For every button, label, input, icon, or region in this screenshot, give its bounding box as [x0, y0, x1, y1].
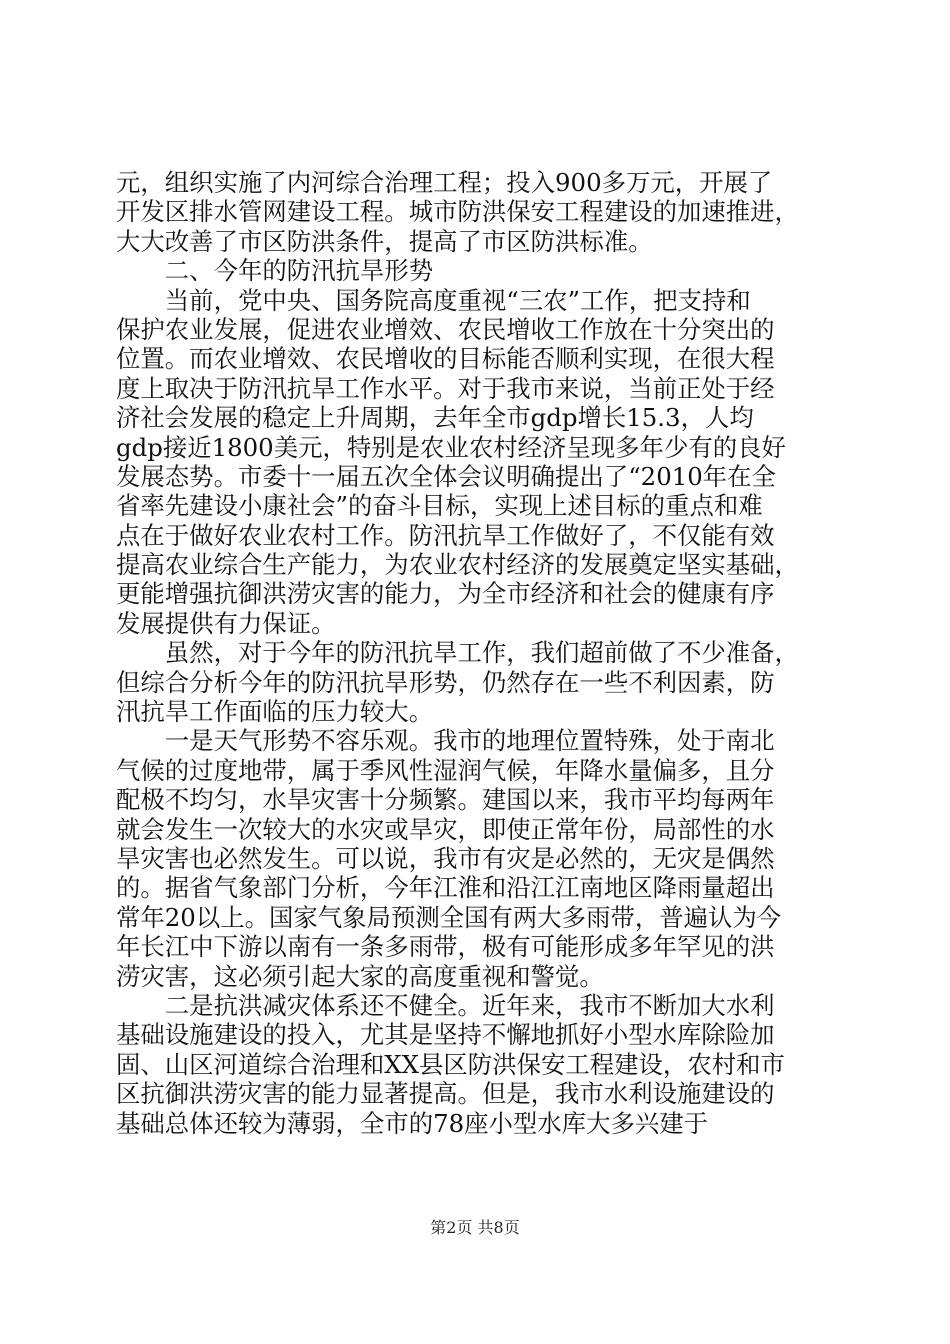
text-line: 发展提供有力保证。: [116, 608, 336, 638]
text-line: 大大改善了市区防洪条件，提高了市区防洪标准。: [116, 226, 653, 256]
text-line: 当前，党中央、国务院高度重视“三农”工作，把支持和: [116, 285, 751, 315]
text-line: 固、山区河道综合治理和XX县区防洪保安工程建设，农村和市: [116, 1049, 785, 1079]
text-line: 区抗御洪涝灾害的能力显著提高。但是，我市水利设施建设的: [116, 1079, 775, 1109]
text-line: 气候的过度地带，属于季风性湿润气候，年降水量偏多，且分: [116, 755, 775, 785]
text-line: 点在于做好农业农村工作。防汛抗旱工作做好了，不仅能有效: [116, 520, 775, 550]
text-line: 常年20以上。国家气象局预测全国有两大多雨带，普遍认为今: [116, 902, 782, 932]
text-line: 元，组织实施了内河综合治理工程；投入900多万元，开展了: [116, 168, 773, 197]
text-line: 一是天气形势不容乐观。我市的地理位置特殊，处于南北: [116, 726, 775, 756]
text-line: 二、今年的防汛抗旱形势: [116, 256, 434, 286]
text-line: 旱灾害也必然发生。可以说，我市有灾是必然的，无灾是偶然: [116, 843, 775, 873]
text-line: 省率先建设小康社会”的奋斗目标，实现上述目标的重点和难: [116, 491, 763, 521]
text-line: 汛抗旱工作面临的压力较大。: [116, 697, 434, 727]
text-line: 更能增强抗御洪涝灾害的能力，为全市经济和社会的健康有序: [116, 579, 775, 609]
document-body: [116, 168, 836, 1138]
text-line: 二是抗洪减灾体系还不健全。近年来，我市不断加大水利: [116, 990, 775, 1020]
text-line: 就会发生一次较大的水灾或旱灾，即使正常年份，局部性的水: [116, 814, 775, 844]
text-line: 年长江中下游以南有一条多雨带，极有可能形成多年罕见的洪: [116, 932, 775, 962]
text-line: 配极不均匀，水旱灾害十分频繁。建国以来，我市平均每两年: [116, 785, 775, 815]
text-line: gdp接近1800美元，特别是农业农村经济呈现多年少有的良好: [116, 432, 786, 462]
text-line: 虽然，对于今年的防汛抗旱工作，我们超前做了不少准备，: [116, 638, 799, 668]
text-line: 提高农业综合生产能力，为农业农村经济的发展奠定坚实基础，: [116, 550, 799, 580]
page-footer: 第2页 共8页: [430, 1218, 520, 1237]
text-line: 基础总体还较为薄弱，全市的78座小型水库大多兴建于: [116, 1108, 709, 1138]
text-line: 济社会发展的稳定上升周期，去年全市gdp增长15.3，人均: [116, 403, 754, 433]
text-line: 度上取决于防汛抗旱工作水平。对于我市来说，当前正处于经: [116, 373, 775, 403]
text-line: 但综合分析今年的防汛抗旱形势，仍然存在一些不利因素，防: [116, 667, 775, 697]
text-line: 保护农业发展，促进农业增效、农民增收工作放在十分突出的: [116, 314, 775, 344]
text-line: 发展态势。市委十一届五次全体会议明确提出了“2010年在全: [116, 461, 776, 491]
text-line: 基础设施建设的投入，尤其是坚持不懈地抓好小型水库除险加: [116, 1020, 775, 1050]
text-line: 开发区排水管网建设工程。城市防洪保安工程建设的加速推进，: [116, 197, 799, 227]
text-line: 涝灾害，这必须引起大家的高度重视和警觉。: [116, 961, 604, 991]
text-line: 位置。而农业增效、农民增收的目标能否顺利实现，在很大程: [116, 344, 775, 374]
text-line: 的。据省气象部门分析，今年江淮和沿江江南地区降雨量超出: [116, 873, 775, 903]
